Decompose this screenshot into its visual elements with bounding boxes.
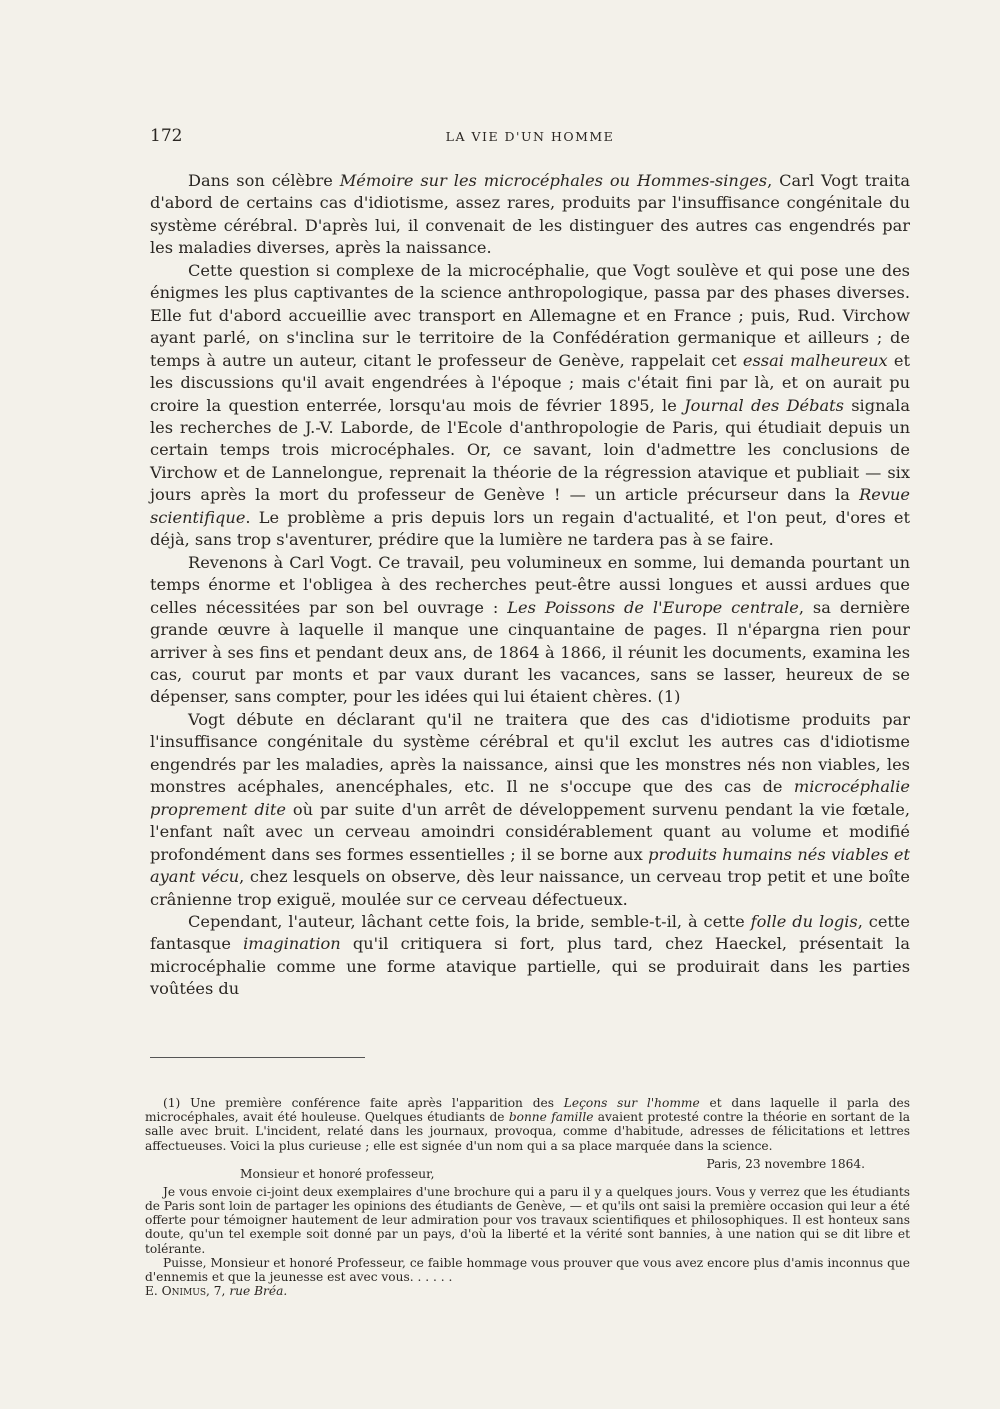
paragraph-5: [150, 911, 910, 1001]
running-title: LA VIE D'UN HOMME: [445, 129, 615, 144]
paragraph-3: [150, 552, 910, 709]
text-run: et dans laquelle il parla des microcéphales, avait été houleuse. Quelques étudiants de: [145, 1096, 910, 1125]
text-run: Dans son célèbre: [188, 171, 340, 190]
text-run: Revenons à Carl Vogt. Ce travail, peu volumineux en somme, lui demanda pourtant un temps énorme et l'obligea à des recherches peut-être aussi longues et aussi ardues que celles nécessitées par son bel ouvrage :: [150, 552, 910, 617]
letter-paragraph-2: Puisse, Monsieur et honoré Professeur, ce faible hommage vous prouver que vous avez encore plus d'amis inconnus que d'ennemis et que la jeunesse est avec vous. . . . . .: [145, 1255, 910, 1285]
text-run: , cette fantasque: [150, 911, 911, 954]
text-run: et les discussions qu'il avait engendrées à l'époque ; mais c'était fini par là, et on aurait pu croire la question enterrée, lorsqu'au mois de février 1895, le: [150, 350, 911, 415]
footnote-intro: [145, 1096, 910, 1153]
text-run: , sa dernière grande œuvre à laquelle il manque une cinquantaine de pages. Il n'épargna rien pour arriver à ses fins et pendant deux ans, de 1864 à 1866, il réunit les documents, examina les cas, courut par monts et par vaux durant les vacances, sans se lasser, heureux de se dépenser, sans compter, pour les idées qui lui étaient chères. (1): [150, 597, 910, 707]
text-run: où par suite d'un arrêt de développement survenu pendant la vie fœtale, l'enfant naît avec un cerveau amoindri considérablement quant au volume et modifié profondément dans ses formes essentielles ; il se borne aux: [150, 799, 910, 864]
italic-run: Mémoire sur les microcéphales ou Hommes-singes: [339, 171, 768, 190]
body-text: [150, 170, 910, 1001]
text-run: Cette question si complexe de la microcéphalie, que Vogt soulève et qui pose une des énigmes les plus captivantes de la science anthropologique, passa par des phases diverses. Elle fut d'abord accueillie avec transport en Allemagne et en France ; puis, Rud. Virchow ayant parlé, on s'inclina sur le territoire de la Confédération germanique et ailleurs ; de temps à autre un auteur, citant le professeur de Genève, rappelait cet: [150, 260, 910, 370]
footnote: [145, 1096, 910, 1298]
italic-run: bonne famille: [508, 1110, 594, 1125]
text-run: . Le problème a pris depuis lors un regain d'actualité, et l'on peut, d'ores et déjà, sans trop s'aventurer, prédire que la lumière ne tardera pas à se faire.: [150, 507, 910, 550]
italic-run: microcéphalie proprement dite: [150, 777, 910, 819]
paragraph-2: [150, 260, 910, 552]
text-run: (1) Une première conférence faite après l'apparition des: [163, 1096, 564, 1110]
letter-paragraph-1: Je vous envoie ci-joint deux exemplaires d'une brochure qui a paru il y a quelques jours. Vous y verrez que les étudiants de Paris sont loin de partager les opinions des étudiants de Genève, — et qu'ils ont saisi la première occasion qui leur a été offerte pour témoigner hautement de leur admiration pour vos travaux scientifiques et philosophiques. Il est honteux sans doute, qu'un tel exemple soit donné par un pays, d'où la liberté et la vérité sont bannies, à une nation qui se dit libre et tolérante.: [145, 1184, 910, 1256]
paragraph-1: [150, 170, 910, 260]
letter-salutation: Monsieur et honoré professeur,: [240, 1166, 435, 1181]
paragraph-4: [150, 709, 910, 911]
text-run: Vogt débute en déclarant qu'il ne traitera que des cas d'idiotisme produits par l'insuffisance congénitale du système cérébral et qu'il exclut les autres cas d'idiotisme engendrés par les maladies, après la naissance, ainsi que les monstres nés non viables, les monstres acéphales, anencéphales, etc. Il ne s'occupe que des cas de: [150, 709, 910, 797]
signature-separator: , 7,: [206, 1284, 230, 1299]
signature-address: rue Bréa.: [229, 1284, 288, 1299]
italic-run: Journal des Débats: [684, 395, 844, 415]
text-run: qu'il critiquera si fort, plus tard, chez Haeckel, présentait la microcéphalie comme une forme atavique partielle, qui se produirait dans les parties voûtées du: [150, 934, 910, 999]
italic-run: Les Poissons de l'Europe centrale: [507, 597, 799, 617]
page-header: [150, 126, 910, 150]
italic-run: Revue scientifique: [150, 485, 910, 527]
italic-run: imagination: [243, 934, 341, 954]
italic-run: folle du logis: [750, 911, 858, 931]
text-run: , Carl Vogt traita d'abord de certains cas d'idiotisme, assez rares, produits par l'insuffisance congénitale du système cérébral. D'après lui, il convenait de les distinguer des autres cas engendrés par les maladies diverses, après la naissance.: [150, 171, 911, 258]
footnote-separator: [150, 1057, 365, 1058]
text-run: Cependant, l'auteur, lâchant cette fois, la bride, semble-t-il, à cette: [188, 911, 751, 931]
page-number: 172: [150, 126, 183, 146]
signature-name: E. Onimus: [145, 1284, 207, 1299]
text-run: signala les recherches de J.-V. Laborde, de l'Ecole d'anthropologie de Paris, qui étudiait depuis un certain temps trois microcéphales. Or, ce savant, loin d'admettre les conclusions de Virchow et de Lannelongue, reprenait la théorie de la régression atavique et publiait — six jours après la mort du professeur de Genève ! — un article précurseur dans la: [150, 395, 910, 505]
italic-run: essai malheureux: [742, 350, 888, 370]
letter-signature: [145, 1284, 910, 1298]
italic-run: produits humains nés viables et ayant vécu: [150, 844, 911, 887]
text-run: , chez lesquels on observe, dès leur naissance, un cerveau trop petit et une boîte crânienne trop exiguë, moulée sur ce cerveau défectueux.: [150, 867, 910, 909]
letter-head: [145, 1153, 910, 1185]
italic-run: Leçons sur l'homme: [563, 1096, 700, 1110]
letter-dateline: Paris, 23 novembre 1864.: [706, 1156, 865, 1171]
text-run: avaient protesté contre la théorie en sortant de la salle avec bruit. L'incident, relaté dans les journaux, provoqua, comme d'habitude, adresses de félicitations et lettres affectueuses. Voici la plus curieuse ; elle est signée d'un nom qui a sa place marquée dans la science.: [145, 1110, 911, 1153]
